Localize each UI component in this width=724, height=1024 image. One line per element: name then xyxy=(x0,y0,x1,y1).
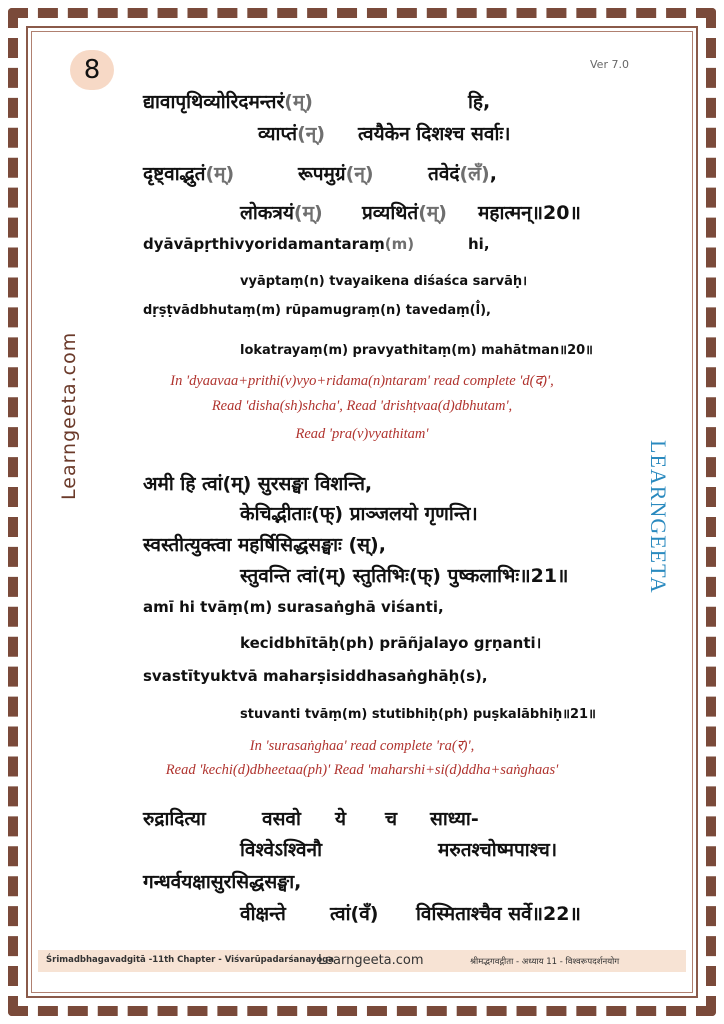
verse21-dev-line4: स्तुवन्ति त्वां(म्) स्तुतिभिः(फ्) पुष्कलाभिः॥21॥ xyxy=(240,565,569,587)
side-website-label: Learngeeta.com xyxy=(58,331,80,500)
verse21-rom-line1: amī hi tvāṃ(m) surasaṅghā viśanti, xyxy=(143,598,444,616)
verse20-dev-line3b: रूपमुग्रं(न्) xyxy=(298,163,374,185)
verse22-dev-line2a: विश्वेऽश्विनौ xyxy=(240,839,323,861)
verse20-rom-line1a: dyāvāpṛthivyoridamantaraṃ(m) xyxy=(143,235,415,253)
verse21-note2: Read 'kechi(d)dbheetaa(ph)' Read 'maharshi+si(d)ddha+saṅghaas' xyxy=(165,762,559,778)
verse20-note3: Read 'pra(v)vyathitam' xyxy=(295,426,429,442)
verse22-dev-line4a: वीक्षन्ते xyxy=(240,903,286,925)
footer-website-link[interactable]: Learngeeta.com xyxy=(318,953,424,968)
footer-left-title: Śrimadbhagavadgitā -11th Chapter - Viśvarūpadarśanayoga xyxy=(46,955,334,965)
verse22-dev-line1b: वसवो xyxy=(262,808,301,830)
verse21-dev-line3: स्वस्तीत्युक्त्वा महर्षिसिद्धसङ्घाः (स्), xyxy=(143,534,386,556)
verse20-rom-line3: dṛṣṭvādbhutaṃ(m) rūpamugraṃ(n) tavedaṃ(l̐), xyxy=(143,303,491,318)
verse20-note1: In 'dyaavaa+prithi(v)vyo+ridama(n)ntaram' read complete 'd(द)', xyxy=(170,373,554,389)
verse22-dev-line1a: रुद्रादित्या xyxy=(143,808,206,830)
verse20-dev-line2b: त्वयैकेन दिशश्च सर्वाः। xyxy=(358,123,511,145)
verse20-dev-line4c: महात्मन्॥20॥ xyxy=(478,202,581,224)
verse20-dev-line3c: तवेदं(लँ), xyxy=(428,163,497,185)
verse22-dev-line2b: मरुतश्चोष्मपाश्च। xyxy=(438,839,558,861)
verse20-dev-line4b: प्रव्यथितं(म्) xyxy=(362,202,447,224)
verse20-dev-line3a: दृष्ट्वाद्भुतं(म्) xyxy=(143,163,235,185)
verse20-dev-line1a: द्यावापृथिव्योरिदमन्तरं(म्) xyxy=(143,91,313,113)
footer-right-title: श्रीमद्भगवद्गीता - अध्याय 11 - विश्वरूपदर्शनयोग xyxy=(470,957,620,967)
verse22-dev-line3: गन्धर्वयक्षासुरसिद्धसङ्घा, xyxy=(143,871,302,893)
verse21-dev-line1: अमी हि त्वां(म्) सुरसङ्घा विशन्ति, xyxy=(143,473,373,495)
verse22-dev-line1e: साध्या- xyxy=(430,808,479,830)
verse22-dev-line4c: विस्मिताश्चैव सर्वे॥22॥ xyxy=(416,903,581,925)
verse21-rom-line2: kecidbhītāḥ(ph) prāñjalayo gṛṇanti। xyxy=(240,634,542,652)
verse20-note2: Read 'disha(sh)shcha', Read 'drishṭvaa(d)dbhutam', xyxy=(211,398,513,414)
verse21-rom-line4: stuvanti tvāṃ(m) stutibhiḥ(ph) puṣkalābhiḥ॥21॥ xyxy=(240,707,596,722)
brand-logo: LEARNGEETA xyxy=(646,440,671,594)
verse20-rom-line4: lokatrayaṃ(m) pravyathitaṃ(m) mahātman॥20॥ xyxy=(240,343,593,358)
verse20-dev-line2a: व्याप्तं(न्) xyxy=(258,123,326,145)
verse20-rom-line1b: hi, xyxy=(468,235,490,253)
version-label: Ver 7.0 xyxy=(590,58,629,71)
verse22-dev-line4b: त्वां(वँ) xyxy=(330,903,379,925)
page-number: 8 xyxy=(70,50,114,90)
verse20-dev-line4a: लोकत्रयं(म्) xyxy=(240,202,323,224)
verse21-note1: In 'surasaṅghaa' read complete 'ra(र)', xyxy=(249,738,475,754)
verse20-rom-line2: vyāptaṃ(n) tvayaikena diśaśca sarvāḥ। xyxy=(240,274,528,289)
verse22-dev-line1c: ये xyxy=(335,808,347,830)
verse22-dev-line1d: च xyxy=(385,808,398,830)
verse20-dev-line1b: हि, xyxy=(468,91,491,113)
verse21-rom-line3: svastītyuktvā maharṣisiddhasaṅghāḥ(s), xyxy=(143,667,488,685)
verse21-dev-line2: केचिद्भीताः(फ्) प्राञ्जलयो गृणन्ति। xyxy=(240,503,478,525)
